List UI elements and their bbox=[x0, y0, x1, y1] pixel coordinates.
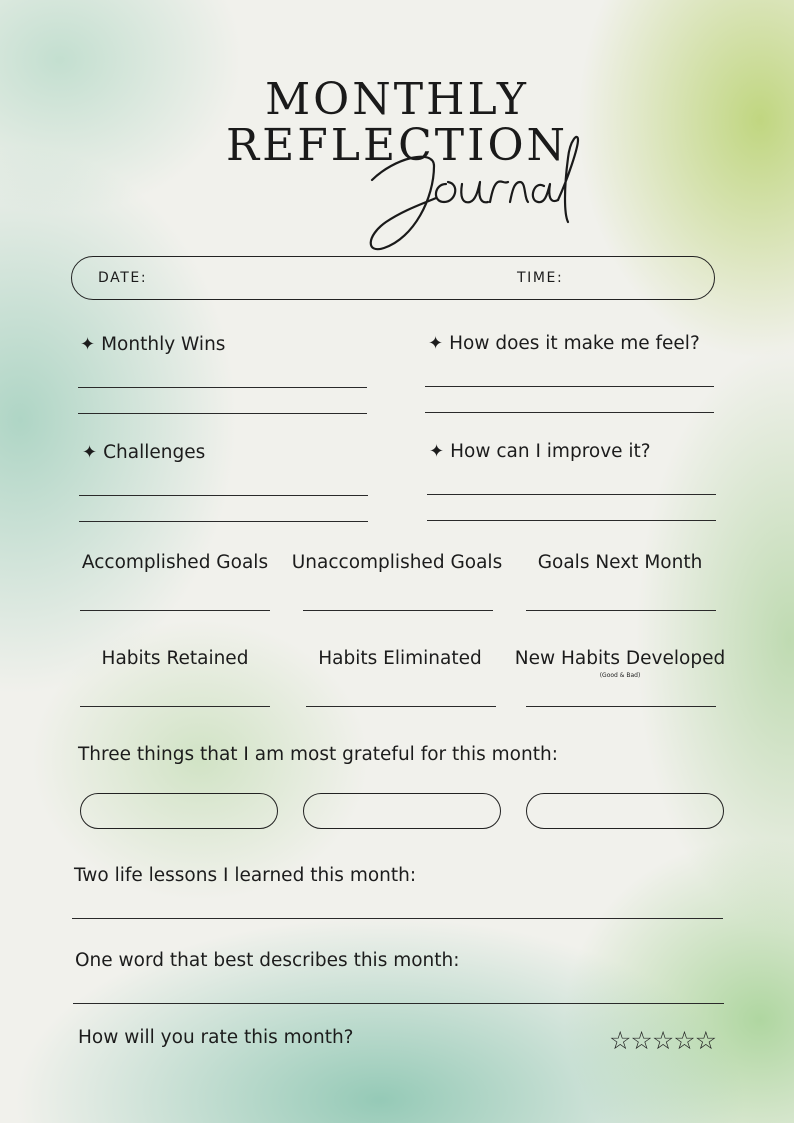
challenges-line-2[interactable] bbox=[79, 521, 368, 522]
one-word-question: One word that best describes this month: bbox=[75, 950, 460, 971]
monthly-wins-line-2[interactable] bbox=[78, 413, 367, 414]
title-line-reflection: REFLECTION bbox=[225, 120, 569, 171]
date-label: DATE: bbox=[98, 270, 148, 286]
new-habits-developed-line[interactable] bbox=[526, 706, 716, 707]
unaccomplished-goals-line[interactable] bbox=[303, 610, 493, 611]
grateful-question: Three things that I am most grateful for this month: bbox=[78, 744, 558, 765]
new-habits-developed-label: New Habits Developed bbox=[514, 648, 726, 669]
feel-line-1[interactable] bbox=[425, 386, 714, 387]
habits-eliminated-line[interactable] bbox=[306, 706, 496, 707]
prompt-feel-label: How does it make me feel? bbox=[449, 333, 700, 354]
sparkle-icon: ✦ bbox=[80, 334, 96, 355]
sparkle-icon: ✦ bbox=[429, 441, 445, 462]
prompt-monthly-wins bbox=[80, 334, 225, 355]
prompt-improve bbox=[429, 441, 651, 462]
lessons-question: Two life lessons I learned this month: bbox=[74, 865, 417, 886]
lessons-line[interactable] bbox=[72, 918, 723, 919]
sparkle-icon: ✦ bbox=[428, 333, 444, 354]
time-label: TIME: bbox=[517, 270, 564, 286]
star-rating-icons[interactable]: ☆☆☆☆☆ bbox=[609, 1026, 717, 1055]
goals-next-month-label: Goals Next Month bbox=[537, 552, 703, 573]
journal-script-word bbox=[364, 118, 594, 258]
habits-retained-label: Habits Retained bbox=[101, 648, 249, 669]
good-and-bad-note: (Good & Bad) bbox=[599, 672, 641, 679]
unaccomplished-goals-label: Unaccomplished Goals bbox=[291, 552, 503, 573]
challenges-line-1[interactable] bbox=[79, 495, 368, 496]
grateful-box-2[interactable] bbox=[303, 793, 501, 829]
sparkle-icon: ✦ bbox=[82, 442, 98, 463]
goals-next-month-line[interactable] bbox=[526, 610, 716, 611]
grateful-box-3[interactable] bbox=[526, 793, 724, 829]
one-word-line[interactable] bbox=[73, 1003, 724, 1004]
monthly-wins-line-1[interactable] bbox=[78, 387, 367, 388]
prompt-challenges-label: Challenges bbox=[103, 442, 206, 463]
prompt-feel bbox=[428, 333, 700, 354]
rate-question: How will you rate this month? bbox=[78, 1027, 354, 1048]
prompt-monthly-wins-label: Monthly Wins bbox=[101, 334, 226, 355]
improve-line-2[interactable] bbox=[427, 520, 716, 521]
accomplished-goals-line[interactable] bbox=[80, 610, 270, 611]
title-line-monthly: MONTHLY bbox=[265, 74, 529, 125]
prompt-challenges bbox=[82, 442, 205, 463]
prompt-improve-label: How can I improve it? bbox=[450, 441, 651, 462]
habits-retained-line[interactable] bbox=[80, 706, 270, 707]
grateful-box-1[interactable] bbox=[80, 793, 278, 829]
feel-line-2[interactable] bbox=[425, 412, 714, 413]
habits-eliminated-label: Habits Eliminated bbox=[318, 648, 482, 669]
improve-line-1[interactable] bbox=[427, 494, 716, 495]
date-time-box[interactable] bbox=[71, 256, 715, 300]
accomplished-goals-label: Accomplished Goals bbox=[81, 552, 269, 573]
